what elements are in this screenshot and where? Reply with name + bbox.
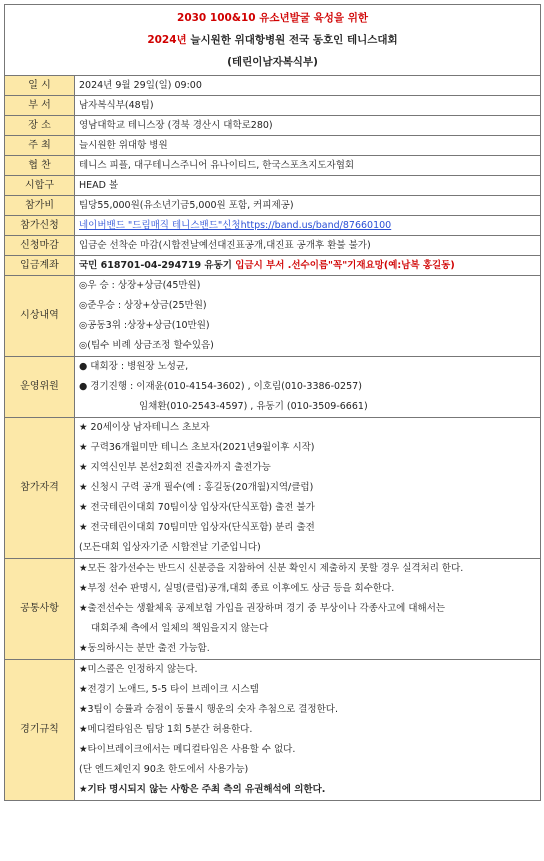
- rule-line: ★타이브레이크에서는 메디컬타임은 사용할 수 없다.: [79, 744, 296, 755]
- notice-line: ★모든 참가선수는 반드시 신분증을 지참하여 신분 확인시 제출하지 못할 경우 실격처리 한다.: [79, 563, 464, 574]
- label-notice: 공통사항: [5, 559, 75, 660]
- rule-line: (단 엔드체인지 90초 한도에서 사용가능): [79, 764, 249, 775]
- row-notice: [5, 559, 541, 660]
- prize-line: ◎우 승 : 상장+상금(45만원): [79, 280, 201, 291]
- label-staff: 운영위원: [5, 357, 75, 418]
- label-date: 일 시: [5, 76, 75, 96]
- title-line-1: 2030 100&10 유소년발굴 육성을 위한: [177, 12, 368, 24]
- row-staff: [5, 357, 541, 418]
- eligibility-line: ★ 전국테린이대회 70팀미만 입상자(단식포함) 분리 출전: [79, 522, 315, 533]
- deposit-note: 입금시 부서 .선수이름"꼭"기재요망(예:남복 홍길동): [231, 259, 455, 271]
- label-division: 부 서: [5, 96, 75, 116]
- tournament-notice-table: [4, 4, 541, 801]
- row-account: [5, 256, 541, 276]
- label-host: 주 최: [5, 136, 75, 156]
- row-apply: [5, 216, 541, 236]
- prize-line: ◎공동3위 :상장+상금(10만원): [79, 320, 210, 331]
- title-year: 2024년: [147, 34, 187, 46]
- value-division: 남자복식부(48팀): [75, 96, 541, 116]
- band-signup-link[interactable]: 네이버밴드 "드림매직 테니스밴드"신청https://band.us/band/87660100: [79, 219, 392, 231]
- eligibility-line: ★ 전국테린이대회 70팀이상 입상자(단식포함) 출전 불가: [79, 502, 315, 513]
- label-venue: 장 소: [5, 116, 75, 136]
- value-ball: HEAD 볼: [75, 176, 541, 196]
- label-deadline: 신청마감: [5, 236, 75, 256]
- rule-line: ★미스콜은 인정하지 않는다.: [79, 664, 198, 675]
- rule-line: ★기타 명시되지 않는 사항은 주최 측의 유권해석에 의한다.: [79, 784, 326, 795]
- label-apply: 참가신청: [5, 216, 75, 236]
- value-account: [75, 256, 541, 276]
- label-fee: 참가비: [5, 196, 75, 216]
- row-deadline: [5, 236, 541, 256]
- staff-operators-head: ● 경기진행 :: [79, 381, 137, 392]
- title-event-name: 늘시원한 위대항병원 전국 동호인 테니스대회: [186, 34, 398, 46]
- staff-operators: [79, 377, 540, 397]
- notice-line: ★출전선수는 생활체육 공제보험 가입을 권장하며 경기 중 부상이나 각종사고에 대해서는: [79, 603, 446, 614]
- label-prize: 시상내역: [5, 276, 75, 357]
- notice-line: ★동의하시는 분만 출전 가능함.: [79, 643, 210, 654]
- label-ball: 시합구: [5, 176, 75, 196]
- prize-line: ◎(팀수 비례 상금조정 할수있음): [79, 340, 214, 351]
- label-account: 입금계좌: [5, 256, 75, 276]
- row-rules: [5, 660, 541, 801]
- value-venue: 영남대학교 테니스장 (경북 경산시 대학로280): [75, 116, 541, 136]
- rule-line: ★전경기 노애드, 5-5 타이 브레이크 시스템: [79, 684, 259, 695]
- prize-line: ◎준우승 : 상장+상금(25만원): [79, 300, 207, 311]
- value-staff: [75, 357, 541, 418]
- bank-account: 국민 618701-04-294719 유동기: [79, 259, 232, 271]
- value-rules: [75, 660, 541, 801]
- rule-line: ★3팀이 승률과 승점이 동률시 행운의 숫자 추첨으로 결정한다.: [79, 704, 338, 715]
- value-deadline: 입금순 선착순 마감(시합전날예선대진표공개,대진표 공개후 환불 불가): [75, 236, 541, 256]
- eligibility-line: ★ 신청시 구력 공개 필수(예 : 홍길동(20개월)지역/클럽): [79, 482, 314, 493]
- eligibility-line: ★ 20세이상 남자테니스 초보자: [79, 422, 210, 433]
- value-sponsor: 테니스 피플, 대구테니스주니어 유나이티드, 한국스포츠지도자협회: [75, 156, 541, 176]
- header-row: [5, 5, 541, 76]
- label-rules: 경기규칙: [5, 660, 75, 801]
- eligibility-line: (모든대회 입상자기준 시합전날 기준입니다): [79, 542, 261, 553]
- value-prize: [75, 276, 541, 357]
- row-host: [5, 136, 541, 156]
- row-division: [5, 96, 541, 116]
- row-fee: [5, 196, 541, 216]
- label-eligibility: 참가자격: [5, 418, 75, 559]
- title-line-2: [5, 29, 540, 51]
- title-line-3: (테린이남자복식부): [227, 56, 318, 68]
- rule-line: ★메디컬타임은 팀당 1회 5분간 허용한다.: [79, 724, 253, 735]
- value-host: 늘시원한 위대항 병원: [75, 136, 541, 156]
- row-date: [5, 76, 541, 96]
- eligibility-line: ★ 지역신인부 본선2회전 진출자까지 출전가능: [79, 462, 271, 473]
- value-date: 2024년 9월 29일(일) 09:00: [75, 76, 541, 96]
- value-notice: [75, 559, 541, 660]
- staff-operators-names: 이재윤(010-4154-3602) , 이호림(010-3386-0257): [136, 381, 362, 392]
- header-cell: [5, 5, 541, 76]
- notice-line: 대회주체 측에서 일체의 책임을지지 않는다: [91, 623, 269, 634]
- notice-line: ★부정 선수 판명시, 실명(클럽)공개,대회 종료 이후에도 상금 등을 회수한다.: [79, 583, 395, 594]
- row-prize: [5, 276, 541, 357]
- staff-operators-cont: 임채환(010-2543-4597) , 유동기 (010-3509-6661): [139, 401, 368, 412]
- row-ball: [5, 176, 541, 196]
- row-sponsor: [5, 156, 541, 176]
- value-fee: 팀당55,000원(유소년기금5,000원 포함, 커피제공): [75, 196, 541, 216]
- value-apply: [75, 216, 541, 236]
- value-eligibility: [75, 418, 541, 559]
- row-venue: [5, 116, 541, 136]
- row-eligibility: [5, 418, 541, 559]
- staff-chair: ● 대회장 : 병원장 노성균,: [79, 361, 189, 372]
- eligibility-line: ★ 구력36개월미만 테니스 초보자(2021년9월이후 시작): [79, 442, 315, 453]
- label-sponsor: 협 찬: [5, 156, 75, 176]
